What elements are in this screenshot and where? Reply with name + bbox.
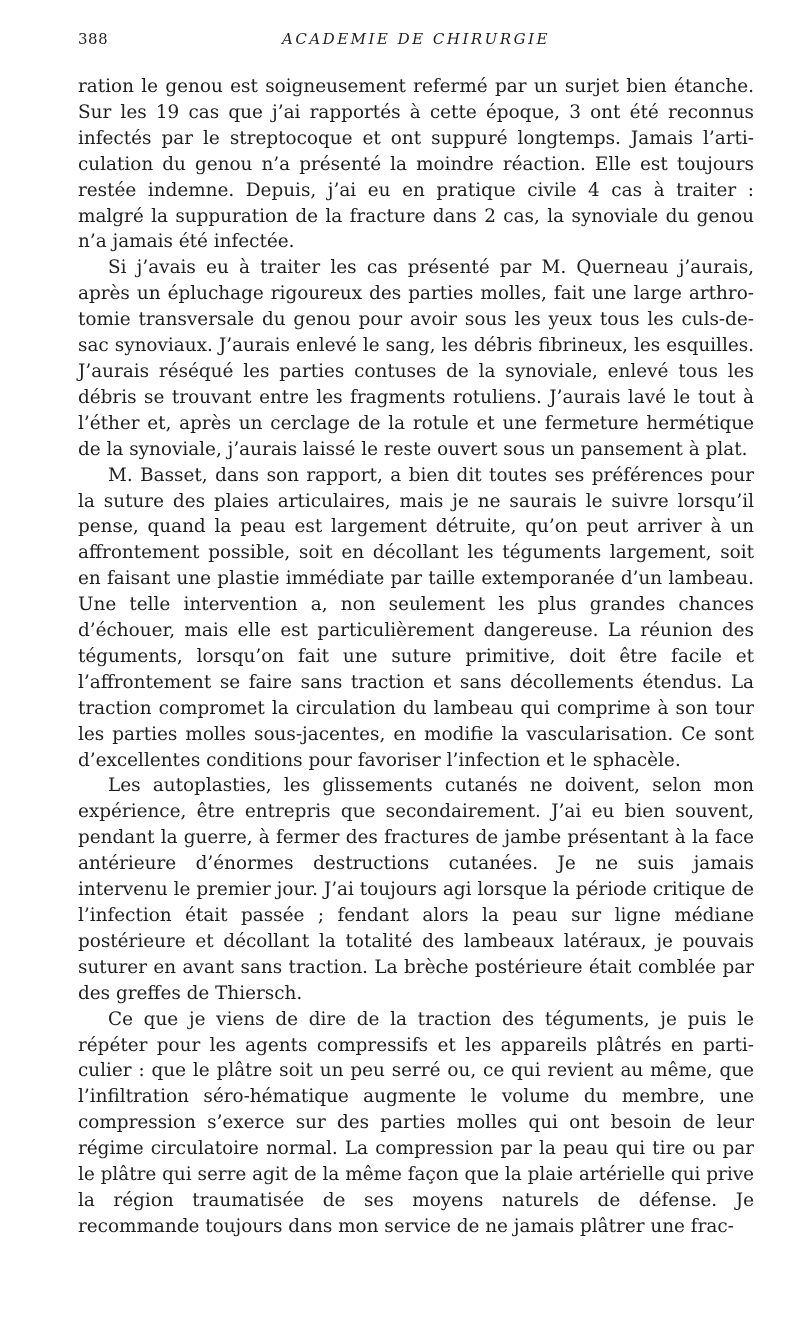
page-header	[78, 30, 754, 54]
paragraph: Les autoplasties, les glissements cutanés ne doivent, selon mon expérience, être entrepris que secondairement. J’ai eu bien souvent, pendant la guerre, à fermer des fractures de jambe présentant à la face antérieure d’énormes destructions cutanées. Je ne suis jamais intervenu le premier jour. J’ai toujours agi lorsque la période critique de l’infection était passée ; fendant alors la peau sur ligne médiane postérieure et décollant la totalité des lambeaux latéraux, je pouvais suturer en avant sans traction. La brèche postérieure était comblée par des greffes de Thiersch.	[78, 775, 754, 1004]
paragraph: Ce que je viens de dire de la traction des téguments, je puis le répéter pour les agents compressifs et les appareils plâtrés en particulier : que le plâtre soit un peu serré ou, ce qui revient au même, que l’infiltration séro-hématique augmente le volume du membre, une compression s’exerce sur des parties molles qui ont besoin de leur régime circulatoire normal. La compression par la peau qui tire ou par le plâtre qui serre agit de la même façon que la plaie artérielle qui prive la région traumatisée de ses moyens naturels de défense. Je recommande toujours dans mon service de ne jamais plâtrer une frac-	[78, 1008, 754, 1237]
paragraph: M. Basset, dans son rapport, a bien dit toutes ses préférences pour la suture des plaies articulaires, mais je ne saurais le suivre lorsqu’il pense, quand la peau est largement détruite, qu’on peut arriver à un affrontement possible, soit en décollant les téguments largement, soit en faisant une plastie immédiate par taille extemporanée d’un lambeau. Une telle intervention a, non seulement les plus grandes chances d’échouer, mais elle est particulièrement dangereuse. La réunion des téguments, lorsqu’on fait une suture primitive, doit être facile et l’affrontement se faire sans traction et sans décollements étendus. La traction compromet la circulation du lambeau qui comprime à son tour les parties molles sous-jacentes, en modifie la vascularisation. Ce sont d’excellentes conditions pour favoriser l’infection et le sphacèle.	[78, 464, 754, 771]
running-title: ACADEMIE DE CHIRURGIE	[282, 30, 550, 48]
body-text	[78, 74, 754, 1240]
paragraph-continuation: ration le genou est soigneusement refermé par un surjet bien étanche. Sur les 19 cas que j’ai rapportés à cette époque, 3 ont été reconnus infectés par le streptocoque et ont suppuré longtemps. Jamais l’articulation du genou n’a présenté la moindre réaction. Elle est toujours restée indemne. Depuis, j’ai eu en pratique civile 4 cas à traiter : malgré la suppuration de la fracture dans 2 cas, la synoviale du genou n’a jamais été infectée.	[78, 76, 754, 253]
paragraph: Si j’avais eu à traiter les cas présenté par M. Querneau j’aurais, après un épluchage rigoureux des parties molles, fait une large arthrotomie transversale du genou pour avoir sous les yeux tous les culs-de-sac synoviaux. J’aurais enlevé le sang, les débris fibrineux, les esquilles. J’aurais réséqué les parties contuses de la synoviale, enlevé tous les débris se trouvant entre les fragments rotuliens. J’aurais lavé le tout à l’éther et, après un cerclage de la rotule et une fermeture hermétique de la synoviale, j’aurais laissé le reste ouvert sous un pansement à plat.	[78, 257, 754, 460]
page-number: 388	[78, 30, 109, 48]
